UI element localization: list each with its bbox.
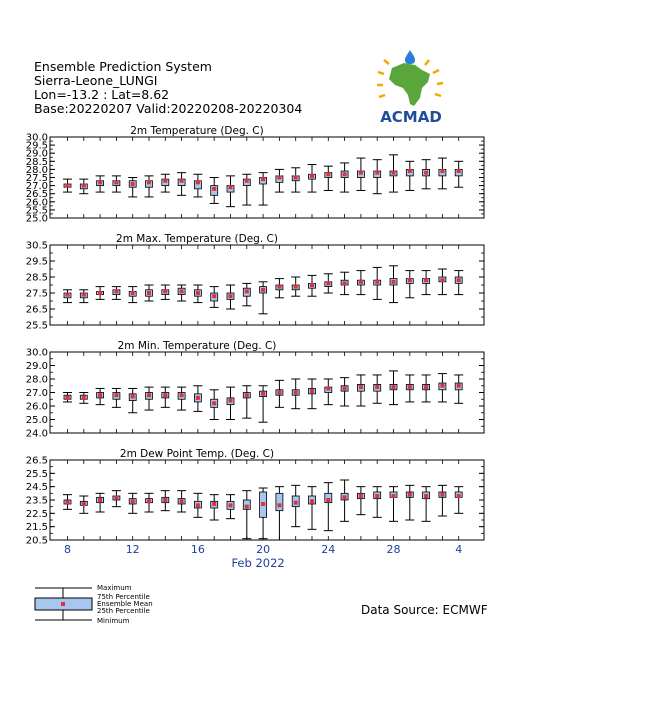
- plot-frame: [50, 245, 484, 325]
- y-tick-label: 25.0: [25, 213, 48, 225]
- mean-marker: [82, 396, 86, 400]
- mean-marker: [196, 396, 200, 400]
- legend-label-p25: 25th Percentile: [97, 607, 150, 615]
- mean-marker: [212, 502, 216, 506]
- y-tick-label: 25.5: [25, 320, 48, 332]
- mean-marker: [212, 187, 216, 191]
- mean-marker: [66, 501, 70, 505]
- y-tick-label: 26.0: [25, 401, 48, 413]
- mean-marker: [114, 495, 118, 499]
- mean-marker: [212, 401, 216, 405]
- y-tick-label: 22.5: [25, 508, 48, 520]
- mean-marker: [359, 385, 363, 389]
- mean-marker: [131, 182, 135, 186]
- y-tick-label: 28.0: [25, 164, 48, 176]
- legend-label-p75: 75th Percentile: [97, 593, 150, 601]
- mean-marker: [375, 280, 379, 284]
- mean-marker: [457, 278, 461, 282]
- y-tick-label: 27.0: [25, 181, 48, 193]
- mean-marker: [147, 393, 151, 397]
- mean-marker: [66, 396, 70, 400]
- mean-marker: [326, 281, 330, 285]
- mean-marker: [82, 184, 86, 188]
- mean-marker: [261, 392, 265, 396]
- logo-text: ACMAD: [380, 108, 442, 126]
- legend-label-mean: Ensemble Mean: [97, 600, 153, 608]
- mean-marker: [375, 171, 379, 175]
- mean-marker: [98, 393, 102, 397]
- mean-marker: [180, 289, 184, 293]
- mean-marker: [343, 495, 347, 499]
- y-tick-label: 21.5: [25, 522, 48, 534]
- header-location: Sierra-Leone_LUNGI: [34, 73, 158, 88]
- x-tick-label: 20: [256, 543, 271, 556]
- mean-marker: [163, 289, 167, 293]
- y-tick-label: 26.0: [25, 197, 48, 209]
- mean-marker: [343, 281, 347, 285]
- y-tick-label: 30.0: [25, 132, 48, 144]
- mean-marker: [163, 179, 167, 183]
- mean-marker: [229, 294, 233, 298]
- mean-marker: [392, 494, 396, 498]
- mean-marker: [180, 393, 184, 397]
- mean-marker: [457, 384, 461, 388]
- mean-marker: [408, 493, 412, 497]
- legend: [30, 580, 220, 630]
- y-tick-label: 26.5: [25, 304, 48, 316]
- y-tick-label: 23.5: [25, 495, 48, 507]
- y-tick-label: 29.5: [25, 256, 48, 268]
- mean-marker: [408, 385, 412, 389]
- mean-marker: [229, 185, 233, 189]
- mean-marker: [180, 179, 184, 183]
- mean-marker: [66, 184, 70, 188]
- mean-marker: [424, 494, 428, 498]
- mean-marker: [245, 179, 249, 183]
- mean-marker: [375, 494, 379, 498]
- iqr-box: [276, 493, 283, 510]
- panel-title: 2m Temperature (Deg. C): [130, 125, 264, 137]
- mean-marker: [277, 391, 281, 395]
- mean-marker: [359, 280, 363, 284]
- mean-marker: [375, 385, 379, 389]
- mean-marker: [229, 399, 233, 403]
- mean-marker: [310, 283, 314, 287]
- y-tick-label: 29.0: [25, 148, 48, 160]
- mean-marker: [392, 280, 396, 284]
- y-tick-label: 28.5: [25, 156, 48, 168]
- x-tick-label: 12: [125, 543, 140, 556]
- y-tick-label: 27.5: [25, 288, 48, 300]
- y-tick-label: 30.5: [25, 240, 48, 252]
- x-month-label: Feb 2022: [231, 556, 285, 570]
- mean-marker: [326, 386, 330, 390]
- x-tick-label: 4: [455, 543, 463, 556]
- mean-marker: [408, 278, 412, 282]
- mean-marker: [114, 180, 118, 184]
- mean-marker: [114, 393, 118, 397]
- mean-marker: [343, 172, 347, 176]
- y-tick-label: 25.0: [25, 415, 48, 426]
- mean-marker: [326, 498, 330, 502]
- mean-marker: [408, 169, 412, 173]
- mean-marker: [131, 291, 135, 295]
- y-tick-label: 20.5: [25, 535, 48, 547]
- mean-marker: [245, 393, 249, 397]
- mean-marker: [82, 502, 86, 506]
- y-tick-label: 27.5: [25, 173, 48, 184]
- mean-marker: [310, 499, 314, 503]
- mean-marker: [294, 391, 298, 395]
- mean-marker: [424, 385, 428, 389]
- mean-marker: [392, 171, 396, 175]
- mean-marker: [245, 505, 249, 509]
- y-tick-label: 26.5: [25, 189, 48, 201]
- y-tick-label: 27.0: [25, 388, 48, 399]
- mean-marker: [359, 171, 363, 175]
- x-tick-label: 24: [321, 543, 336, 556]
- y-tick-label: 28.5: [25, 272, 48, 284]
- mean-marker: [212, 294, 216, 298]
- mean-marker: [440, 169, 444, 173]
- y-tick-label: 29.0: [25, 361, 48, 372]
- mean-marker: [98, 291, 102, 295]
- y-tick-label: 28.0: [25, 374, 48, 386]
- mean-marker: [294, 501, 298, 505]
- y-tick-label: 26.5: [25, 455, 48, 467]
- mean-marker: [294, 285, 298, 289]
- legend-label-minimum: Minimum: [97, 617, 130, 625]
- legend-label-maximum: Maximum: [97, 584, 132, 592]
- mean-marker: [359, 494, 363, 498]
- x-tick-label: 28: [386, 543, 401, 556]
- mean-marker: [147, 291, 151, 295]
- mean-marker: [131, 395, 135, 399]
- data-source: Data Source: ECMWF: [361, 603, 488, 617]
- mean-marker: [424, 171, 428, 175]
- x-tick-label: 8: [64, 543, 71, 556]
- mean-marker: [277, 285, 281, 289]
- mean-marker: [457, 494, 461, 498]
- mean-marker: [440, 384, 444, 388]
- y-tick-label: 25.5: [25, 468, 48, 480]
- mean-marker: [440, 493, 444, 497]
- mean-marker: [163, 498, 167, 502]
- mean-marker: [196, 503, 200, 507]
- header-title: Ensemble Prediction System: [34, 59, 212, 74]
- mean-marker: [457, 169, 461, 173]
- mean-marker: [147, 180, 151, 184]
- y-tick-label: 30.0: [25, 347, 48, 359]
- mean-marker: [147, 499, 151, 503]
- y-tick-label: 29.5: [25, 140, 48, 152]
- mean-marker: [277, 503, 281, 507]
- mean-marker: [294, 176, 298, 180]
- panel-title: 2m Max. Temperature (Deg. C): [116, 233, 278, 245]
- mean-marker: [277, 176, 281, 180]
- mean-marker: [82, 293, 86, 297]
- mean-marker: [440, 278, 444, 282]
- mean-marker: [310, 174, 314, 178]
- mean-marker: [229, 503, 233, 507]
- mean-marker: [326, 172, 330, 176]
- mean-marker: [98, 180, 102, 184]
- mean-marker: [261, 288, 265, 292]
- mean-marker: [163, 393, 167, 397]
- mean-marker: [245, 289, 249, 293]
- mean-marker: [114, 289, 118, 293]
- panel-title: 2m Min. Temperature (Deg. C): [117, 340, 277, 352]
- mean-marker: [261, 502, 265, 506]
- y-tick-label: 25.5: [25, 205, 48, 217]
- mean-marker: [261, 177, 265, 181]
- mean-marker: [98, 498, 102, 502]
- x-tick-label: 16: [190, 543, 205, 556]
- mean-marker: [310, 389, 314, 393]
- header-base-valid: Base:20220207 Valid:20220208-20220304: [34, 101, 303, 116]
- mean-marker: [196, 180, 200, 184]
- mean-marker: [343, 386, 347, 390]
- legend-mean-marker: [61, 602, 65, 606]
- mean-marker: [66, 293, 70, 297]
- mean-marker: [392, 385, 396, 389]
- y-tick-label: 24.5: [25, 482, 48, 494]
- y-tick-label: 24.0: [25, 428, 48, 440]
- mean-marker: [180, 499, 184, 503]
- panel-title: 2m Dew Point Temp. (Deg. C): [119, 448, 275, 460]
- mean-marker: [131, 499, 135, 503]
- mean-marker: [196, 291, 200, 295]
- mean-marker: [424, 278, 428, 282]
- header-coordinates: Lon=-13.2 : Lat=8.62: [34, 87, 170, 102]
